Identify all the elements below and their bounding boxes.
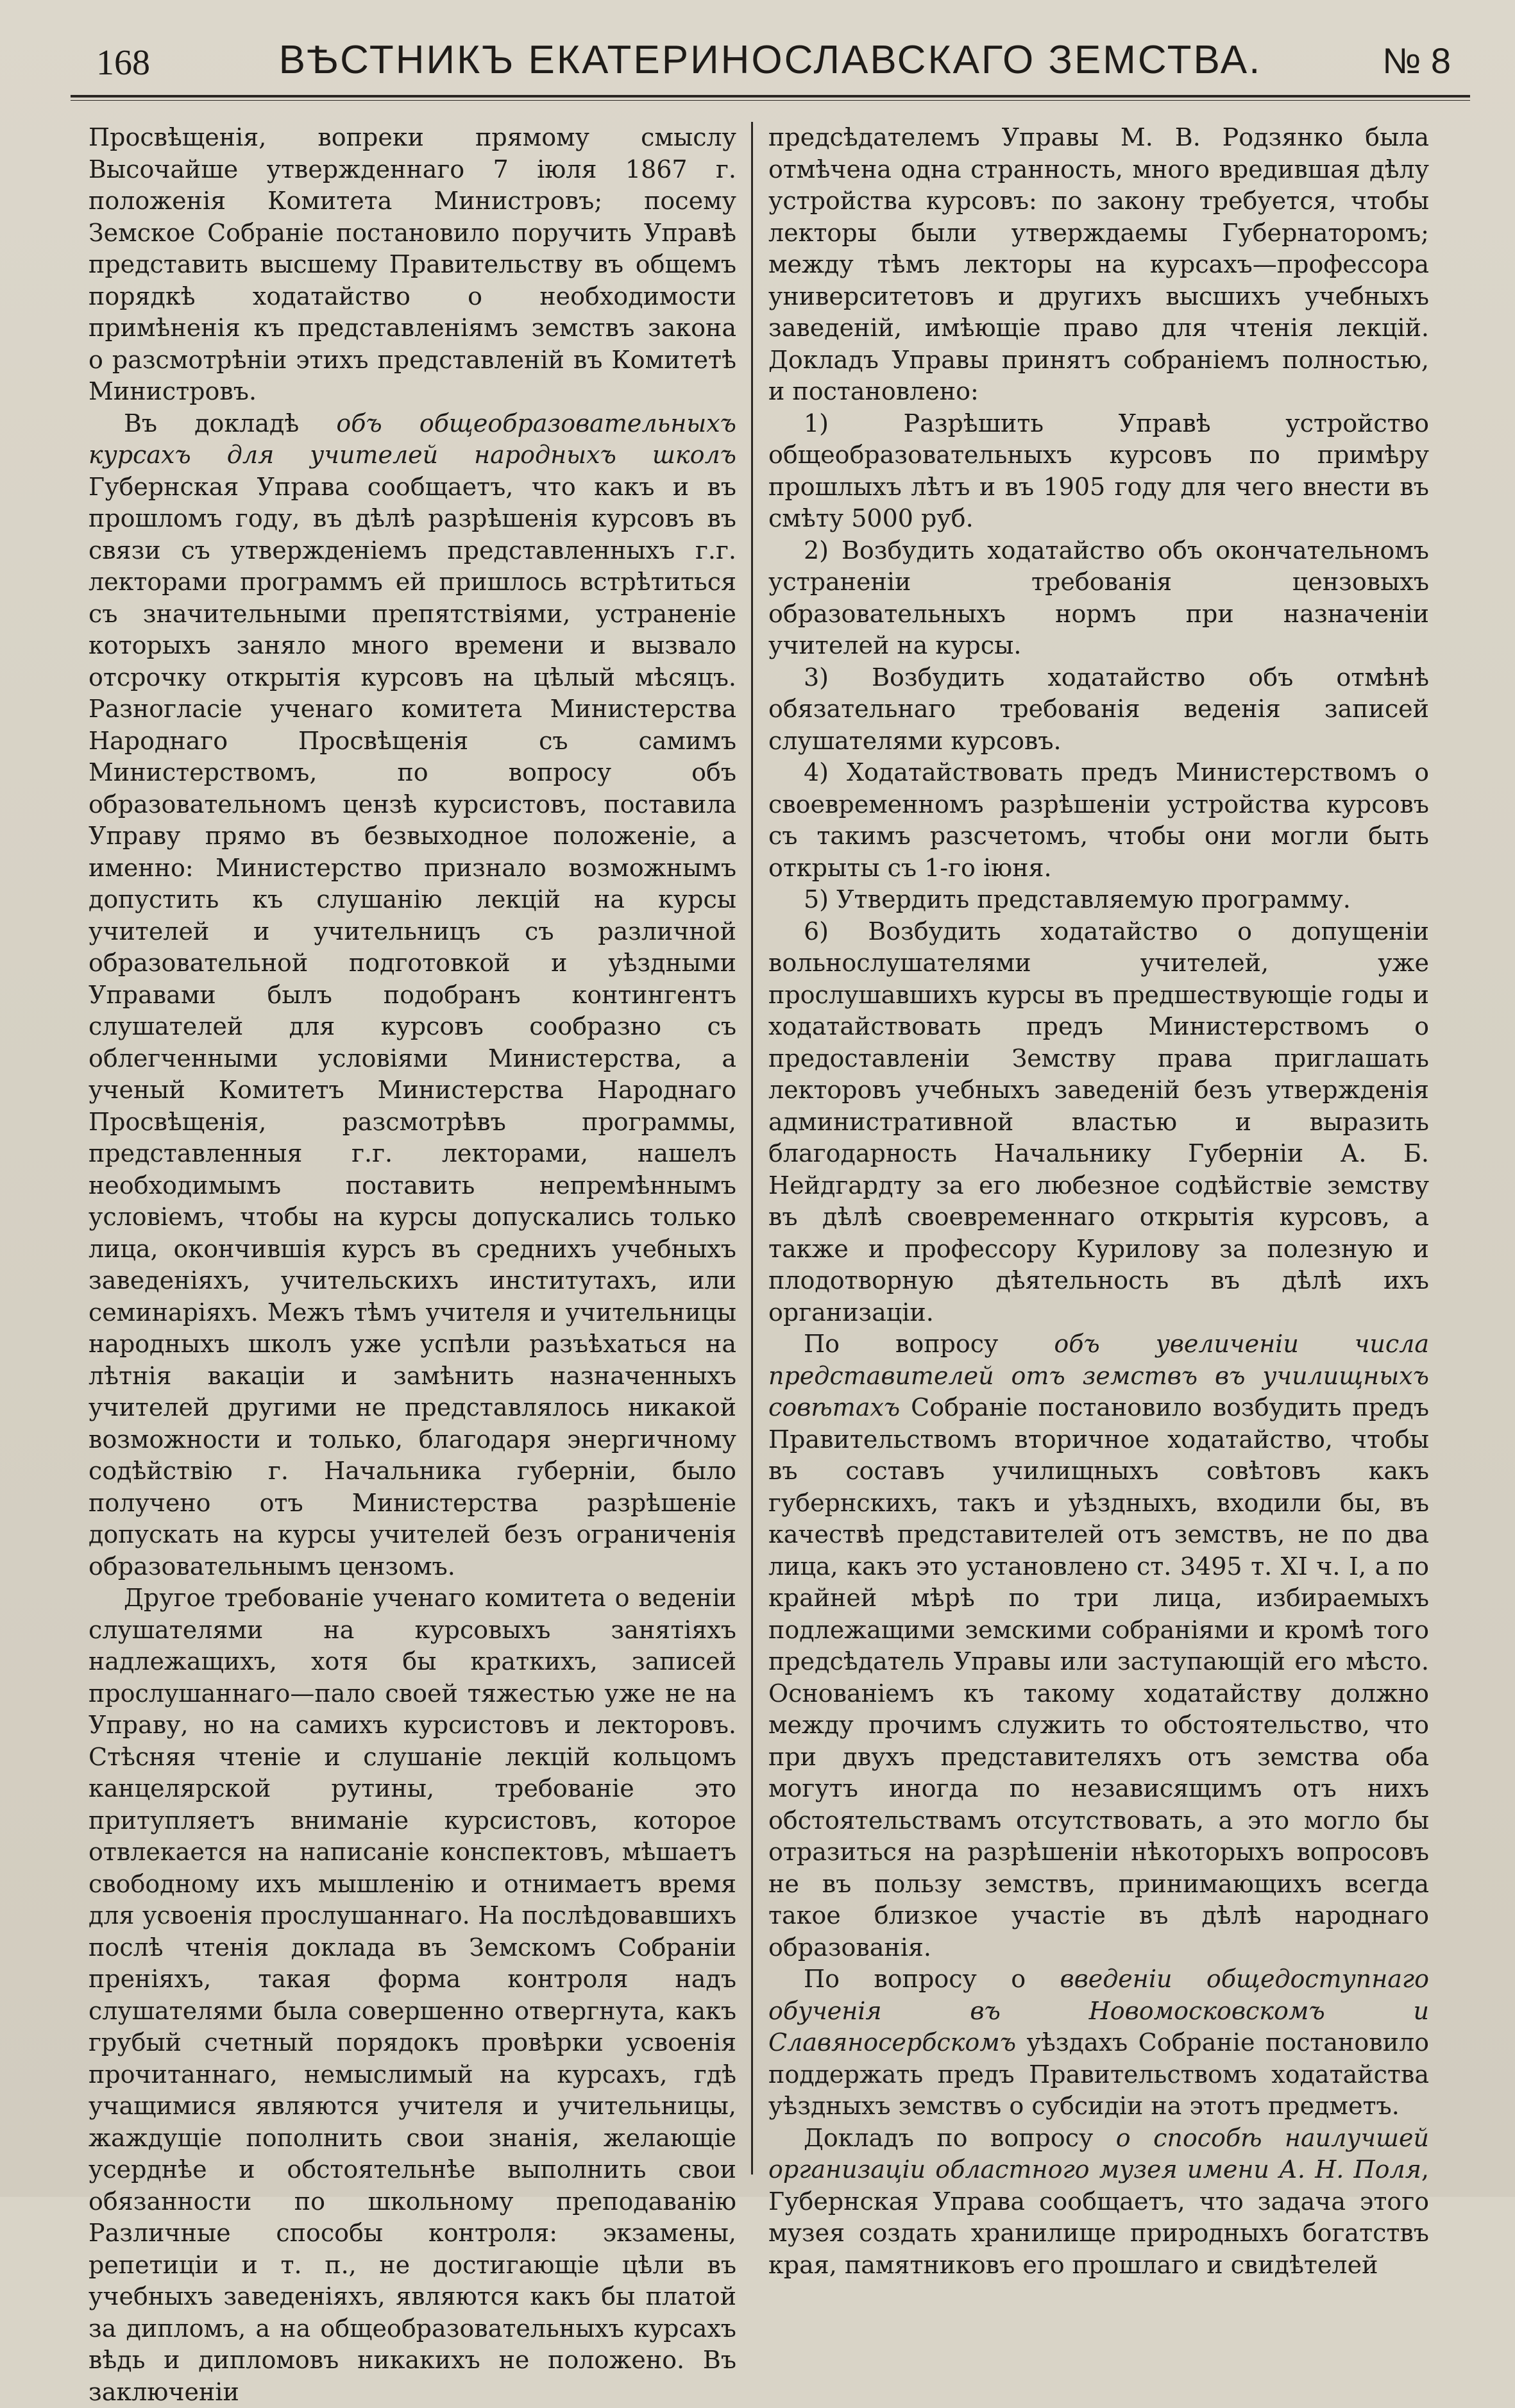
resolution-item: 5) Утвердить представляемую программу.: [804, 885, 1351, 913]
text-run: Докладъ по вопросу: [804, 2123, 1116, 2152]
resolution-item: 4) Ходатайствовать предъ Министерствомъ о своевременномъ разрѣшеніи устройства курсовъ съ такимъ разсчетомъ, чтобы они могли быть открыты съ 1-го іюня.: [768, 758, 1429, 882]
paragraph: Другое требованіе ученаго комитета о веденіи слушателями на курсовыхъ занятіяхъ надлежащихъ, хотя бы краткихъ, записей прослушаннаго—пало своей тяжестью уже не на Управу, но на самихъ курсистовъ и лекторовъ. Стѣсняя чтеніе и слушаніе лекцій кольцомъ канцелярской рутины, требованіе это притупляетъ вниманіе курсистовъ, которое отвлекается на написаніе конспектовъ, мѣшаетъ свободному ихъ мышленію и отнимаетъ время для усвоенія прослушаннаго. На послѣдовавшихъ послѣ чтенія доклада въ Земскомъ Собраніи преніяхъ, такая форма контроля надъ слушателями была совершенно отвергнута, какъ грубый счетный порядокъ провѣрки усвоенія прочитаннаго, немыслимый на курсахъ, гдѣ учащимися являются учителя и учительницы, жаждущіе пополнить свои знанія, желающіе усерднѣе и обстоятельнѣе выполнить свои обязанности по школьному преподаванію Различные способы контроля: экзамены, репетиціи и т. п., не достигающіе цѣли въ учебныхъ заведеніяхъ, являются какъ бы платой за дипломъ, а на общеобразовательныхъ курсахъ вѣдь и дипломовъ никакихъ не положено. Въ заключеніи: [89, 1584, 736, 2406]
text-run: По вопросу о: [804, 1965, 1060, 1993]
text-run: , Губернская Управа сообщаетъ, что задача этого музея создать хранилище природныхъ богатствъ края, памятниковъ его прошлаго и свидѣтелей: [768, 2155, 1429, 2279]
page-number: 168: [96, 43, 150, 83]
italic-topic: объ общеобразовательныхъ курсахъ для учителей народныхъ школъ: [89, 409, 736, 469]
italic-topic: о способѣ наилучшей организаціи областного музея имени А. Н. Поля: [768, 2123, 1429, 2183]
resolution-item: 2) Возбудить ходатайство объ окончательномъ устраненіи требованія цензовыхъ образовательныхъ нормъ при назначеніи учителей на курсы.: [768, 536, 1429, 659]
page-header: [71, 26, 1470, 96]
paragraph: [89, 408, 736, 1583]
header-rule: [71, 95, 1470, 101]
italic-topic: введеніи общедоступнаго обученія въ Новомосковскомъ и Славяносербскомъ: [768, 1965, 1429, 2056]
italic-topic: объ увеличеніи числа представителей отъ земствъ въ училищныхъ совѣтахъ: [768, 1330, 1429, 1421]
text-run: Въ докладѣ: [124, 409, 337, 437]
text-run: Губернская Управа сообщаетъ, что какъ и въ прошломъ году, въ дѣлѣ разрѣшенія курсовъ въ связи съ утвержденіемъ представленныхъ г.г. лекторами программъ ей пришлось встрѣтиться съ значительными препятствіями, устраненіе которыхъ заняло много времени и вызвало отсрочку открытія курсовъ на цѣлый мѣсяцъ. Разногласіе ученаго комитета Министерства Народнаго Просвѣщенія съ самимъ Министерствомъ, по вопросу объ образовательномъ цензѣ курсистовъ, поставила Управу прямо въ безвыходное положеніе, а именно: Министерство признало возможнымъ допустить къ слушанію лекцій на курсы учителей и учительницъ съ различной образовательной подготовкой и уѣздными Управами былъ подобранъ контингентъ слушателей для курсовъ сообразно съ облегченными условіями Министерства, а ученый Комитетъ Министерства Народнаго Просвѣщенія, разсмотрѣвъ программы, представленныя г.г. лекторами, нашелъ необходимымъ поставить непремѣннымъ условіемъ, чтобы на курсы допускались только лица, окончившія курсъ въ среднихъ учебныхъ заведеніяхъ, учительскихъ институтахъ, или семинаріяхъ. Межъ тѣмъ учителя и учительницы народныхъ школъ уже успѣли разъѣхаться на лѣтнія вакаціи и замѣнить назначенныхъ учителей другими не представлялось никакой возможности и только, благодаря энергичному содѣйствію г. Начальника губерніи, было получено отъ Министерства разрѣшеніе допускать на курсы учителей безъ ограниченія образовательнымъ цензомъ.: [89, 472, 736, 1581]
text-run: Собраніе постановило возбудить предъ Правительствомъ вторичное ходатайство, чтобы въ составъ училищныхъ совѣтовъ какъ губернскихъ, такъ и уѣздныхъ, входили бы, въ качествѣ представителей отъ земствъ, не по два лица, какъ это установлено ст. 3495 т. XI ч. I, а по крайней мѣрѣ по три лица, избираемыхъ подлежащими земскими собраніями и кромѣ того предсѣдатель Управы или заступающій его мѣсто. Основаніемъ къ такому ходатайству должно между прочимъ служить то обстоятельство, что при двухъ представителяхъ отъ земства оба могутъ иногда по независящимъ отъ нихъ обстоятельствамъ отсутствовать, а это могло бы отразиться на разрѣшеніи нѣкоторыхъ вопросовъ не въ пользу земствъ, принимающихъ всегда такое близкое участіе въ дѣлѣ народнаго образованія.: [768, 1393, 1429, 1962]
paragraph: предсѣдателемъ Управы М. В. Родзянко была отмѣчена одна странность, много вредившая дѣлу устройства курсовъ: по закону требуется, чтобы лекторы были утверждаемы Губернаторомъ; между тѣмъ лекторы на курсахъ—профессора университетовъ и другихъ высшихъ учебныхъ заведеній, имѣющіе право для чтенія лекцій. Докладъ Управы принятъ собраніемъ полностью, и постановлено:: [768, 123, 1429, 405]
paragraph: [768, 2123, 1429, 2282]
paragraph: [768, 1963, 1429, 2123]
text-run: уѣздахъ Собраніе постановило поддержать предъ Правительствомъ ходатайства уѣздныхъ земствъ о субсидіи на этотъ предметъ.: [768, 2028, 1429, 2120]
paragraph: [768, 1328, 1429, 1963]
resolution-item: 3) Возбудить ходатайство объ отмѣнѣ обязательнаго требованія веденія записей слушателями курсовъ.: [768, 663, 1429, 755]
right-column: [768, 122, 1429, 2279]
column-divider: [751, 122, 753, 2175]
issue-number: № 8: [1382, 40, 1451, 81]
resolution-item: 6) Возбудить ходатайство о допущеніи вольнослушателями учителей, уже прослушавшихъ курсы въ предшествующіе годы и ходатайствовать предъ Министерствомъ о предоставленіи Земству права приглашать лекторовъ учебныхъ заведеній безъ утвержденія административной властью и выразить благодарность Начальнику Губерніи А. Б. Нейдгардту за его любезное содѣйствіе земству въ дѣлѣ своевременнаго открытія курсовъ, а также и профессору Курилову за полезную и плодотворную дѣятельность въ дѣлѣ ихъ организаціи.: [768, 917, 1429, 1327]
paragraph: Просвѣщенія, вопреки прямому смыслу Высочайше утвержденнаго 7 іюля 1867 г. положенія Комитета Министровъ; посему Земское Собраніе постановило поручить Управѣ представить высшему Правительству въ общемъ порядкѣ ходатайство о необходимости примѣненія къ представленіямъ земствъ закона о разсмотрѣніи этихъ представленій въ Комитетѣ Министровъ.: [89, 123, 736, 405]
left-column: [89, 122, 736, 2406]
resolution-item: 1) Разрѣшить Управѣ устройство общеобразовательныхъ курсовъ по примѣру прошлыхъ лѣтъ и въ 1905 году для чего внести въ смѣту 5000 руб.: [768, 409, 1429, 532]
journal-title: ВѢСТНИКЪ ЕКАТЕРИНОСЛАВСКАГО ЗЕМСТВА.: [278, 38, 1262, 82]
text-run: По вопросу: [804, 1330, 1054, 1358]
